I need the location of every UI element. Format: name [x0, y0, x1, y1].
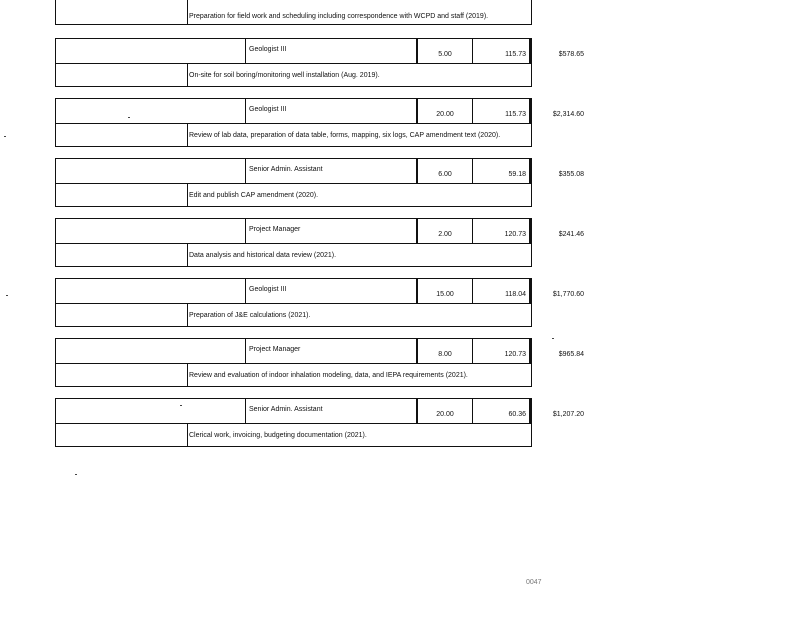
task-description: Review and evaluation of indoor inhalation modeling, data, and IEPA requirements (2021). — [189, 372, 468, 379]
rate-cell: 120.73 — [472, 339, 529, 363]
scan-speck — [4, 136, 6, 137]
blank-cell — [56, 304, 188, 326]
blank-cell — [56, 0, 188, 24]
total-cell: $2,314.60 — [529, 99, 587, 123]
scan-speck — [552, 338, 554, 339]
blank-cell — [56, 364, 188, 386]
hours-cell: 20.00 — [416, 99, 472, 123]
table-row-header — [55, 338, 584, 363]
table-row-description — [55, 423, 532, 447]
blank-cell — [56, 244, 188, 266]
blank-cell — [56, 64, 188, 86]
job-title-cell: Geologist III — [245, 99, 416, 123]
cost-entry-4 — [55, 218, 584, 267]
hours-cell: 20.00 — [416, 399, 472, 423]
hours-cell: 8.00 — [416, 339, 472, 363]
blank-cell — [56, 279, 245, 303]
table-row-header — [55, 398, 584, 423]
task-description: On-site for soil boring/monitoring well installation (Aug. 2019). — [189, 72, 380, 79]
table-row-description — [55, 243, 532, 267]
rate-cell: 118.04 — [472, 279, 529, 303]
rate-cell: 120.73 — [472, 219, 529, 243]
blank-cell — [56, 424, 188, 446]
table-row-description — [55, 63, 532, 87]
blank-cell — [56, 184, 188, 206]
table-row-description — [55, 303, 532, 327]
job-title-cell: Project Manager — [245, 219, 416, 243]
job-title-cell: Project Manager — [245, 339, 416, 363]
task-description: Preparation of J&E calculations (2021). — [189, 312, 311, 319]
rate-cell: 60.36 — [472, 399, 529, 423]
rate-cell: 115.73 — [472, 39, 529, 63]
cost-entry-1 — [55, 38, 584, 87]
blank-cell — [56, 124, 188, 146]
table-row-header — [55, 98, 584, 123]
blank-cell — [56, 99, 245, 123]
blank-cell — [56, 39, 245, 63]
table-row-header — [55, 218, 584, 243]
cost-entry-5 — [55, 278, 584, 327]
job-title-cell: Senior Admin. Assistant — [245, 399, 416, 423]
task-description: Data analysis and historical data review (2021). — [189, 252, 337, 259]
total-cell: $355.08 — [529, 159, 587, 183]
cost-entry-3 — [55, 158, 584, 207]
scan-speck — [75, 474, 77, 475]
total-cell: $1,770.60 — [529, 279, 587, 303]
table-row-header — [55, 38, 584, 63]
total-cell: $578.65 — [529, 39, 587, 63]
blank-cell — [56, 219, 245, 243]
task-description: Edit and publish CAP amendment (2020). — [189, 192, 319, 199]
task-description: Review of lab data, preparation of data table, forms, mapping, six logs, CAP amendment text (2020). — [189, 132, 501, 139]
hours-cell: 2.00 — [416, 219, 472, 243]
page-number: 0047 — [526, 579, 542, 586]
total-cell: $241.46 — [529, 219, 587, 243]
hours-cell: 6.00 — [416, 159, 472, 183]
blank-cell — [56, 339, 245, 363]
cost-entry-6 — [55, 338, 584, 387]
hours-cell: 15.00 — [416, 279, 472, 303]
total-cell: $965.84 — [529, 339, 587, 363]
total-cell: $1,207.20 — [529, 399, 587, 423]
scan-speck — [180, 405, 182, 406]
table-row-description — [55, 363, 532, 387]
rate-cell: 59.18 — [472, 159, 529, 183]
blank-cell — [56, 399, 245, 423]
table-row-description — [55, 183, 532, 207]
task-description: Preparation for field work and scheduling including correspondence with WCPD and staff (2019). — [189, 13, 489, 20]
cost-entry-7 — [55, 398, 584, 447]
job-title-cell: Senior Admin. Assistant — [245, 159, 416, 183]
rate-cell: 115.73 — [472, 99, 529, 123]
table-row-description-top — [55, 0, 532, 25]
cost-entry-2 — [55, 98, 584, 147]
table-row-header — [55, 278, 584, 303]
scan-speck — [6, 295, 8, 296]
table-row-description — [55, 123, 532, 147]
task-description: Clerical work, invoicing, budgeting documentation (2021). — [189, 432, 367, 439]
job-title-cell: Geologist III — [245, 279, 416, 303]
job-title-cell: Geologist III — [245, 39, 416, 63]
hours-cell: 5.00 — [416, 39, 472, 63]
table-row-header — [55, 158, 584, 183]
blank-cell — [56, 159, 245, 183]
scan-speck — [128, 117, 130, 118]
